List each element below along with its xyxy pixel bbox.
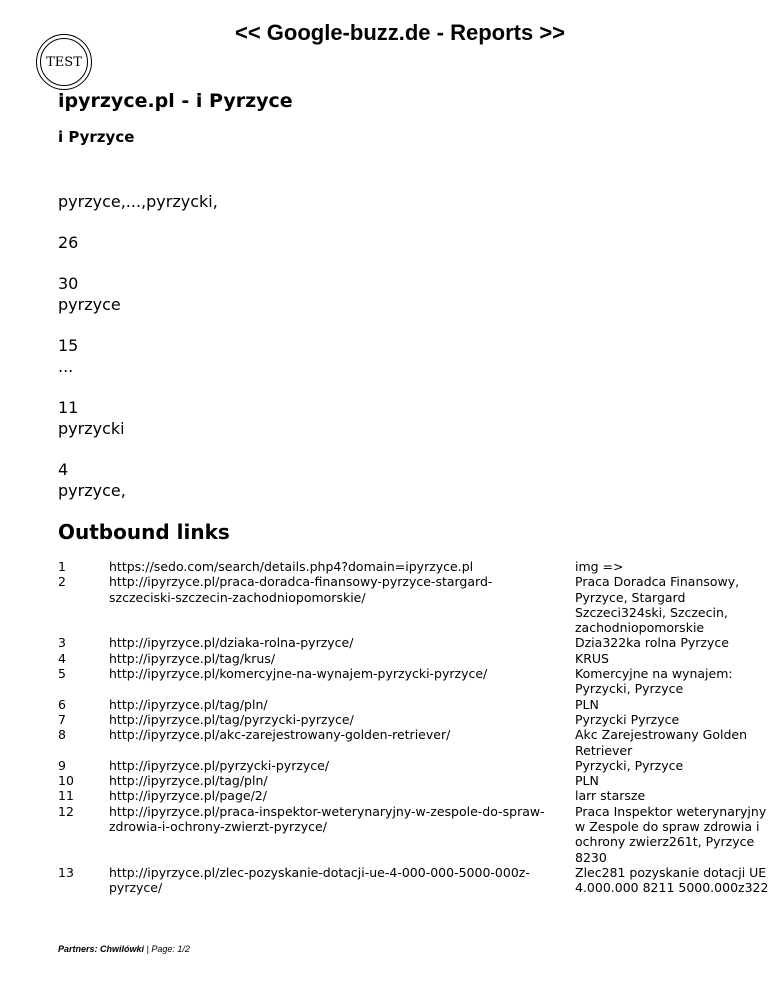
total-count: 26 xyxy=(58,233,79,252)
link-row xyxy=(58,865,768,896)
test-stamp xyxy=(36,34,92,90)
document-title: ipyrzyce.pl - i Pyrzyce xyxy=(58,90,293,112)
link-number: 6 xyxy=(58,696,66,712)
link-number: 10 xyxy=(58,773,74,789)
link-anchor-text: larr starsze xyxy=(575,788,646,804)
link-row xyxy=(58,758,768,773)
link-number: 12 xyxy=(58,803,74,819)
keyword-stat xyxy=(58,335,78,377)
link-url[interactable]: http://ipyrzyce.pl/komercyjne-na-wynajem-pyrzycki-pyrzyce/ xyxy=(109,666,488,682)
link-url[interactable]: http://ipyrzyce.pl/tag/pln/ xyxy=(109,773,268,789)
link-number: 11 xyxy=(58,788,74,804)
link-anchor-text: PLN xyxy=(575,773,599,789)
keyword-count: 15 xyxy=(58,336,79,355)
link-number: 1 xyxy=(58,559,66,574)
link-number: 7 xyxy=(58,711,66,727)
link-url[interactable]: http://ipyrzyce.pl/pyrzycki-pyrzyce/ xyxy=(109,757,330,773)
keyword-stat xyxy=(58,397,125,439)
link-number: 3 xyxy=(58,635,66,651)
link-anchor-text: Praca Doradca Finansowy, Pyrzyce, Stargard Szczeci324ski, Szczecin, zachodniopomorskie xyxy=(575,574,740,636)
link-url[interactable]: http://ipyrzyce.pl/zlec-pozyskanie-dotacji-ue-4-000-000-5000-000z- pyrzyce/ xyxy=(109,864,530,896)
link-number: 8 xyxy=(58,727,66,743)
page-footer xyxy=(58,944,190,954)
keyword-word: pyrzycki xyxy=(58,419,125,438)
link-row xyxy=(58,804,768,865)
link-anchor-text: Pyrzycki Pyrzyce xyxy=(575,711,680,727)
keyword-count: 11 xyxy=(58,398,79,417)
link-row xyxy=(58,651,768,666)
link-row xyxy=(58,559,768,574)
page-header-title: << Google-buzz.de - Reports >> xyxy=(234,20,566,45)
link-anchor-text: Komercyjne na wynajem: Pyrzycki, Pyrzyce xyxy=(575,666,733,697)
link-url[interactable]: http://ipyrzyce.pl/praca-doradca-finansowy-pyrzyce-stargard- szczeciski-szczecin-zachodniopomorskie/ xyxy=(109,574,493,605)
keyword-word: pyrzyce, xyxy=(58,481,126,500)
link-number: 9 xyxy=(58,757,66,773)
link-url[interactable]: http://ipyrzyce.pl/praca-inspektor-weterynaryjny-w-zespole-do-spraw- zdrowia-i-ochrony-zwierzt-pyrzyce/ xyxy=(109,803,545,835)
link-anchor-text: KRUS xyxy=(575,650,609,666)
link-row xyxy=(58,788,768,803)
link-url[interactable]: http://ipyrzyce.pl/tag/pln/ xyxy=(109,696,268,712)
link-number: 4 xyxy=(58,650,66,666)
link-row xyxy=(58,697,768,712)
link-anchor-text: Zlec281 pozyskanie dotacji UE 4.000.000 8211 5000.000z322 xyxy=(575,864,768,896)
partners-label[interactable]: Partners: Chwilówki xyxy=(58,944,145,954)
keyword-stat xyxy=(58,459,126,501)
outbound-links-heading: Outbound links xyxy=(58,520,230,544)
link-row xyxy=(58,635,768,650)
link-number: 2 xyxy=(58,574,66,590)
link-anchor-text: Dzia322ka rolna Pyrzyce xyxy=(575,635,729,651)
link-row xyxy=(58,773,768,788)
link-row xyxy=(58,666,768,697)
link-url[interactable]: https://sedo.com/search/details.php4?domain=ipyrzyce.pl xyxy=(109,559,474,574)
link-anchor-text: Praca Inspektor weterynaryjny w Zespole do spraw zdrowia i ochrony zwierz261t, Pyrzyce 8230 xyxy=(575,803,767,865)
keyword-word: pyrzyce xyxy=(58,295,121,314)
keyword-count: 4 xyxy=(58,460,69,479)
link-url[interactable]: http://ipyrzyce.pl/page/2/ xyxy=(109,788,267,804)
link-number: 5 xyxy=(58,666,66,682)
link-url[interactable]: http://ipyrzyce.pl/akc-zarejestrowany-golden-retriever/ xyxy=(109,727,451,743)
keyword-word: ... xyxy=(58,357,74,376)
link-row xyxy=(58,574,768,635)
link-anchor-text: Pyrzycki, Pyrzyce xyxy=(575,757,684,773)
link-row xyxy=(58,727,768,758)
document-subtitle: i Pyrzyce xyxy=(58,128,135,146)
page-number: | Page: 1/2 xyxy=(144,944,190,954)
outbound-links-list xyxy=(58,559,768,896)
link-anchor-text: Akc Zarejestrowany Golden Retriever xyxy=(575,727,748,758)
link-url[interactable]: http://ipyrzyce.pl/dziaka-rolna-pyrzyce/ xyxy=(109,635,354,651)
link-url[interactable]: http://ipyrzyce.pl/tag/pyrzycki-pyrzyce/ xyxy=(109,711,354,727)
link-anchor-text: PLN xyxy=(575,696,599,712)
test-stamp-label: TEST xyxy=(40,38,88,86)
keyword-stat xyxy=(58,273,121,315)
link-url[interactable]: http://ipyrzyce.pl/tag/krus/ xyxy=(109,650,276,666)
link-number: 13 xyxy=(58,864,74,880)
link-anchor-text: img => xyxy=(575,559,624,574)
keyword-count: 30 xyxy=(58,274,79,293)
keywords-line: pyrzyce,...,pyrzycki, xyxy=(58,192,218,211)
link-row xyxy=(58,712,768,727)
